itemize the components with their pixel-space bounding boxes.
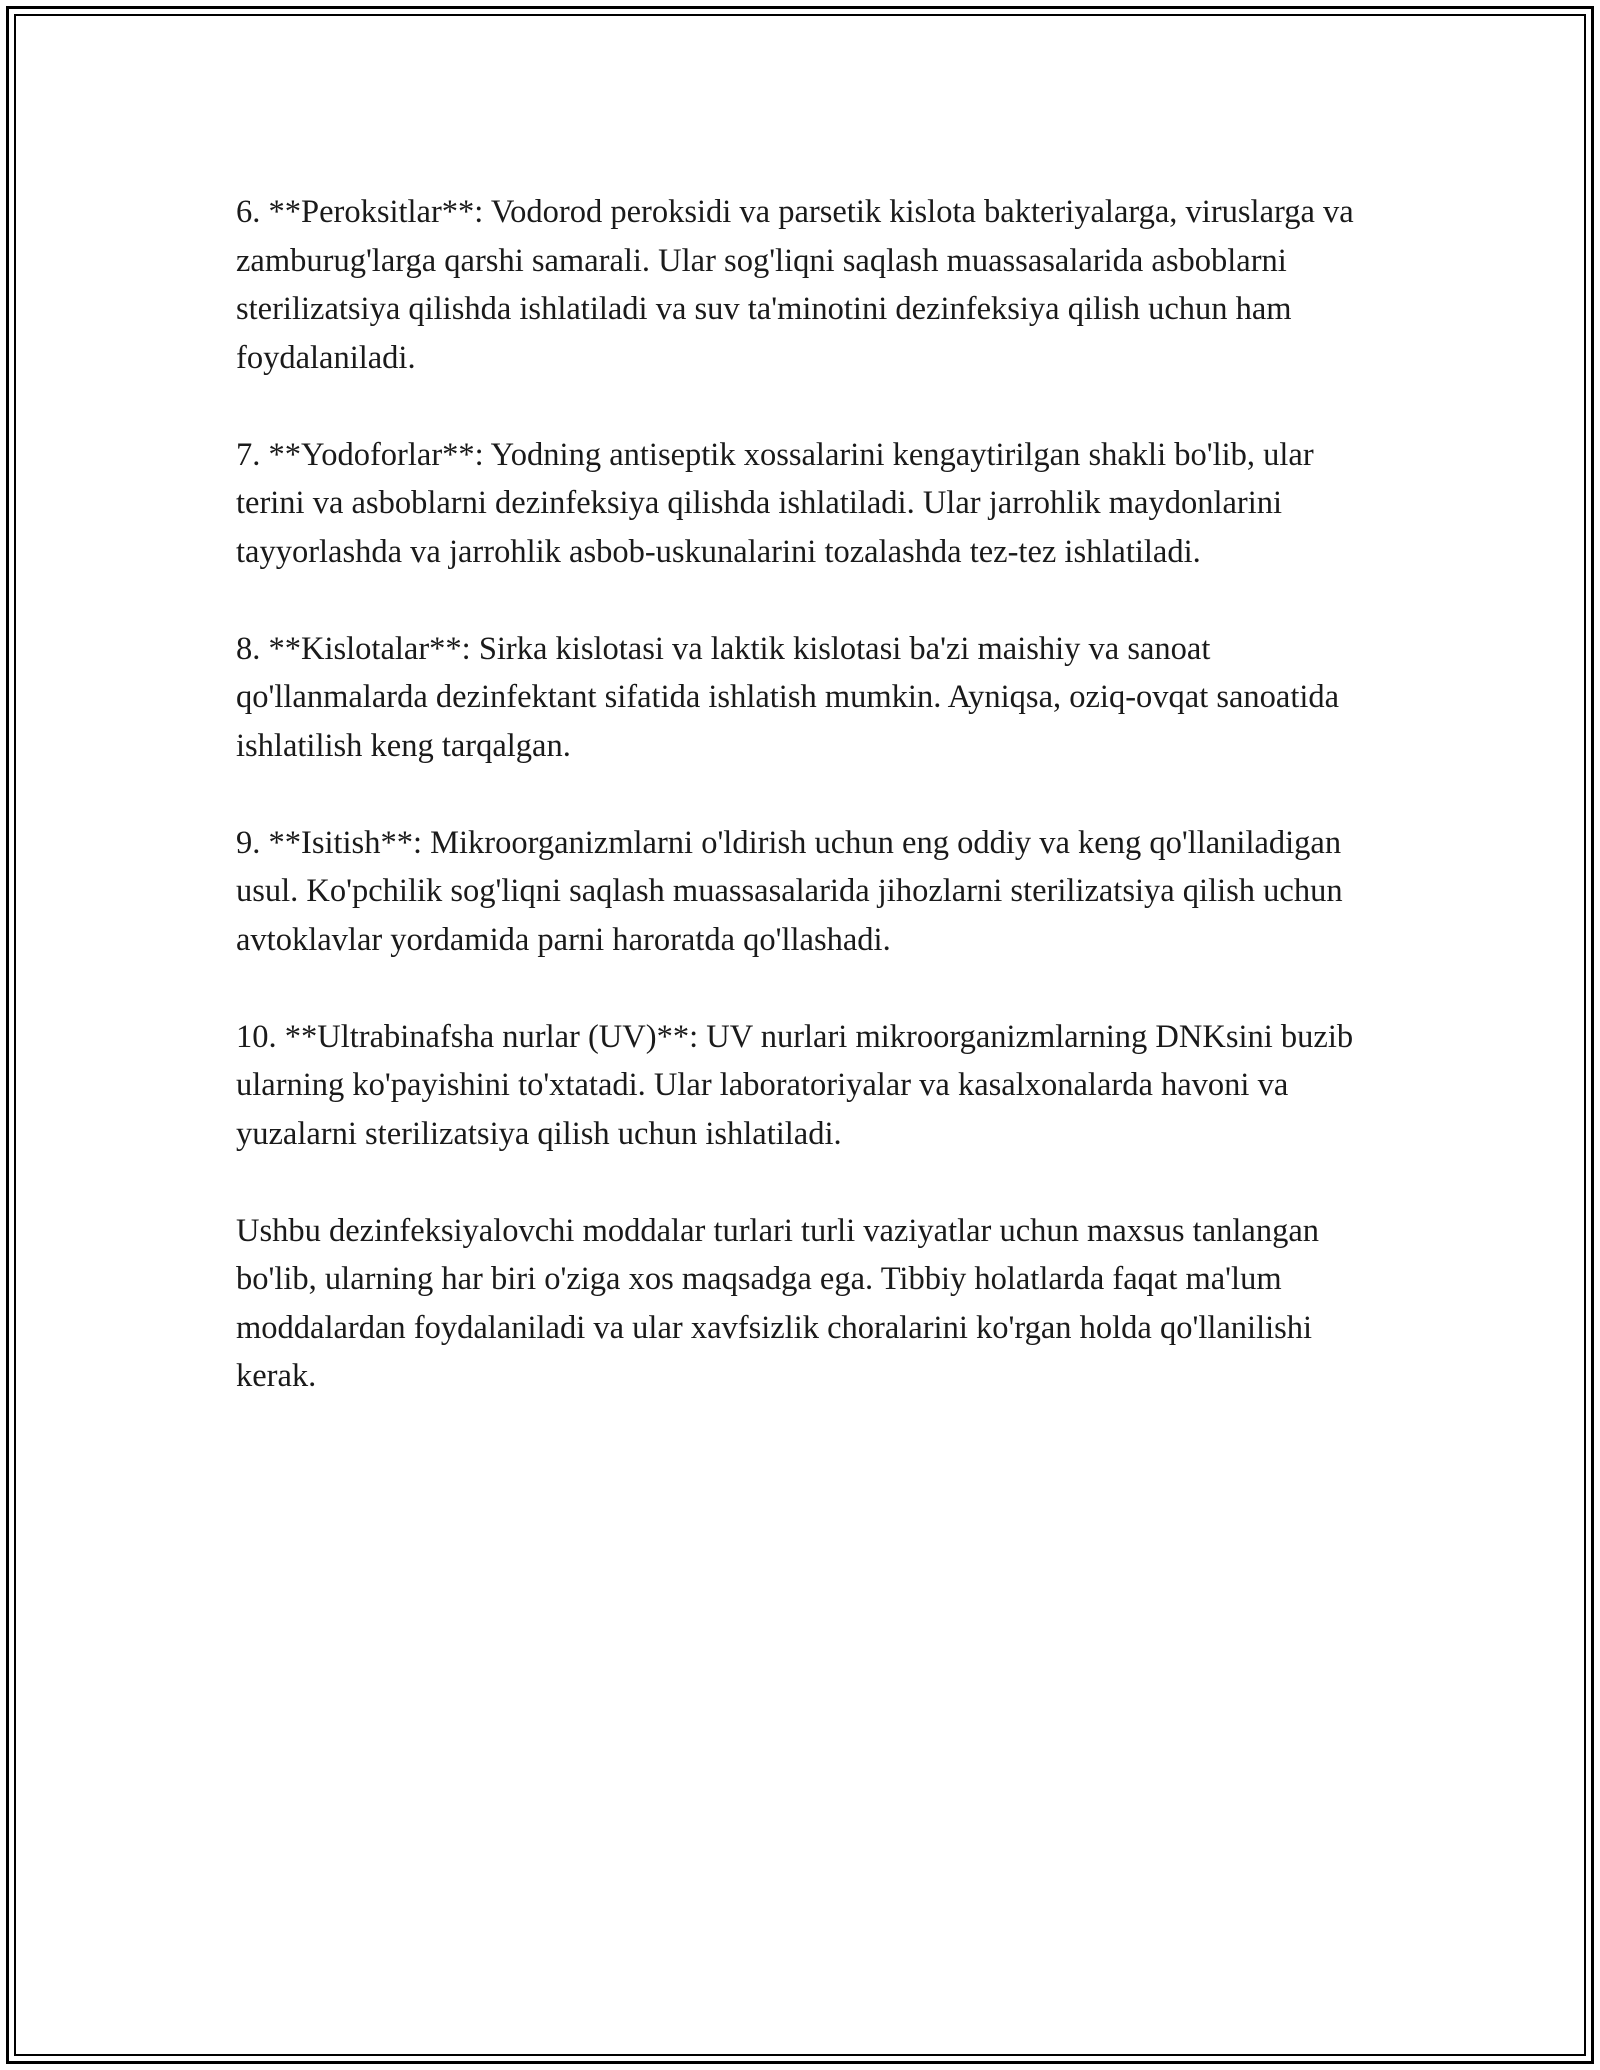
paragraph-yodoforlar: 7. **Yodoforlar**: Yodning antiseptik xossalarini kengaytirilgan shakli bo'lib, ular terini va asboblarni dezinfeksiya qilishda ishlatiladi. Ular jarrohlik maydonlarini tayyorlashda va jarrohlik asbob-uskunalarini tozalashda tez-tez ishlatiladi. xyxy=(236,436,1314,570)
paragraph-kislotalar: 8. **Kislotalar**: Sirka kislotasi va laktik kislotasi ba'zi maishiy va sanoat qo'llanmalarda dezinfektant sifatida ishlatish mumkin. Ayniqsa, oziq-ovqat sanoatida ishlatilish keng tarqalgan. xyxy=(236,630,1340,764)
paragraph-isitish: 9. **Isitish**: Mikroorganizmlarni o'ldirish uchun eng oddiy va keng qo'llaniladigan usul. Ko'pchilik sog'liqni saqlash muassasalarida jihozlarni sterilizatsiya qilish uchun avtoklavlar yordamida parni haroratda qo'llashadi. xyxy=(236,824,1343,958)
paragraph-conclusion: Ushbu dezinfeksiyalovchi moddalar turlari turli vaziyatlar uchun maxsus tanlangan bo'lib, ularning har biri o'ziga xos maqsadga ega. Tibbiy holatlarda faqat ma'lum moddalardan foydalaniladi va ular xavfsizlik choralarini ko'rgan holda qo'llanilishi kerak. xyxy=(236,1212,1320,1394)
document-body xyxy=(236,188,1376,1401)
paragraph-ultrabinafsha: 10. **Ultrabinafsha nurlar (UV)**: UV nurlari mikroorganizmlarning DNKsini buzib ularning ko'payishini to'xtatadi. Ular laboratoriyalar va kasalxonalarda havoni va yuzalarni sterilizatsiya qilish uchun ishlatiladi. xyxy=(236,1018,1354,1152)
paragraph-peroksitlar: 6. **Peroksitlar**: Vodorod peroksidi va parsetik kislota bakteriyalarga, viruslarga va zamburug'larga qarshi samarali. Ular sog'liqni saqlash muassasalarida asboblarni sterilizatsiya qilishda ishlatiladi va suv ta'minotini dezinfeksiya qilish uchun ham foydalaniladi. xyxy=(236,194,1354,376)
